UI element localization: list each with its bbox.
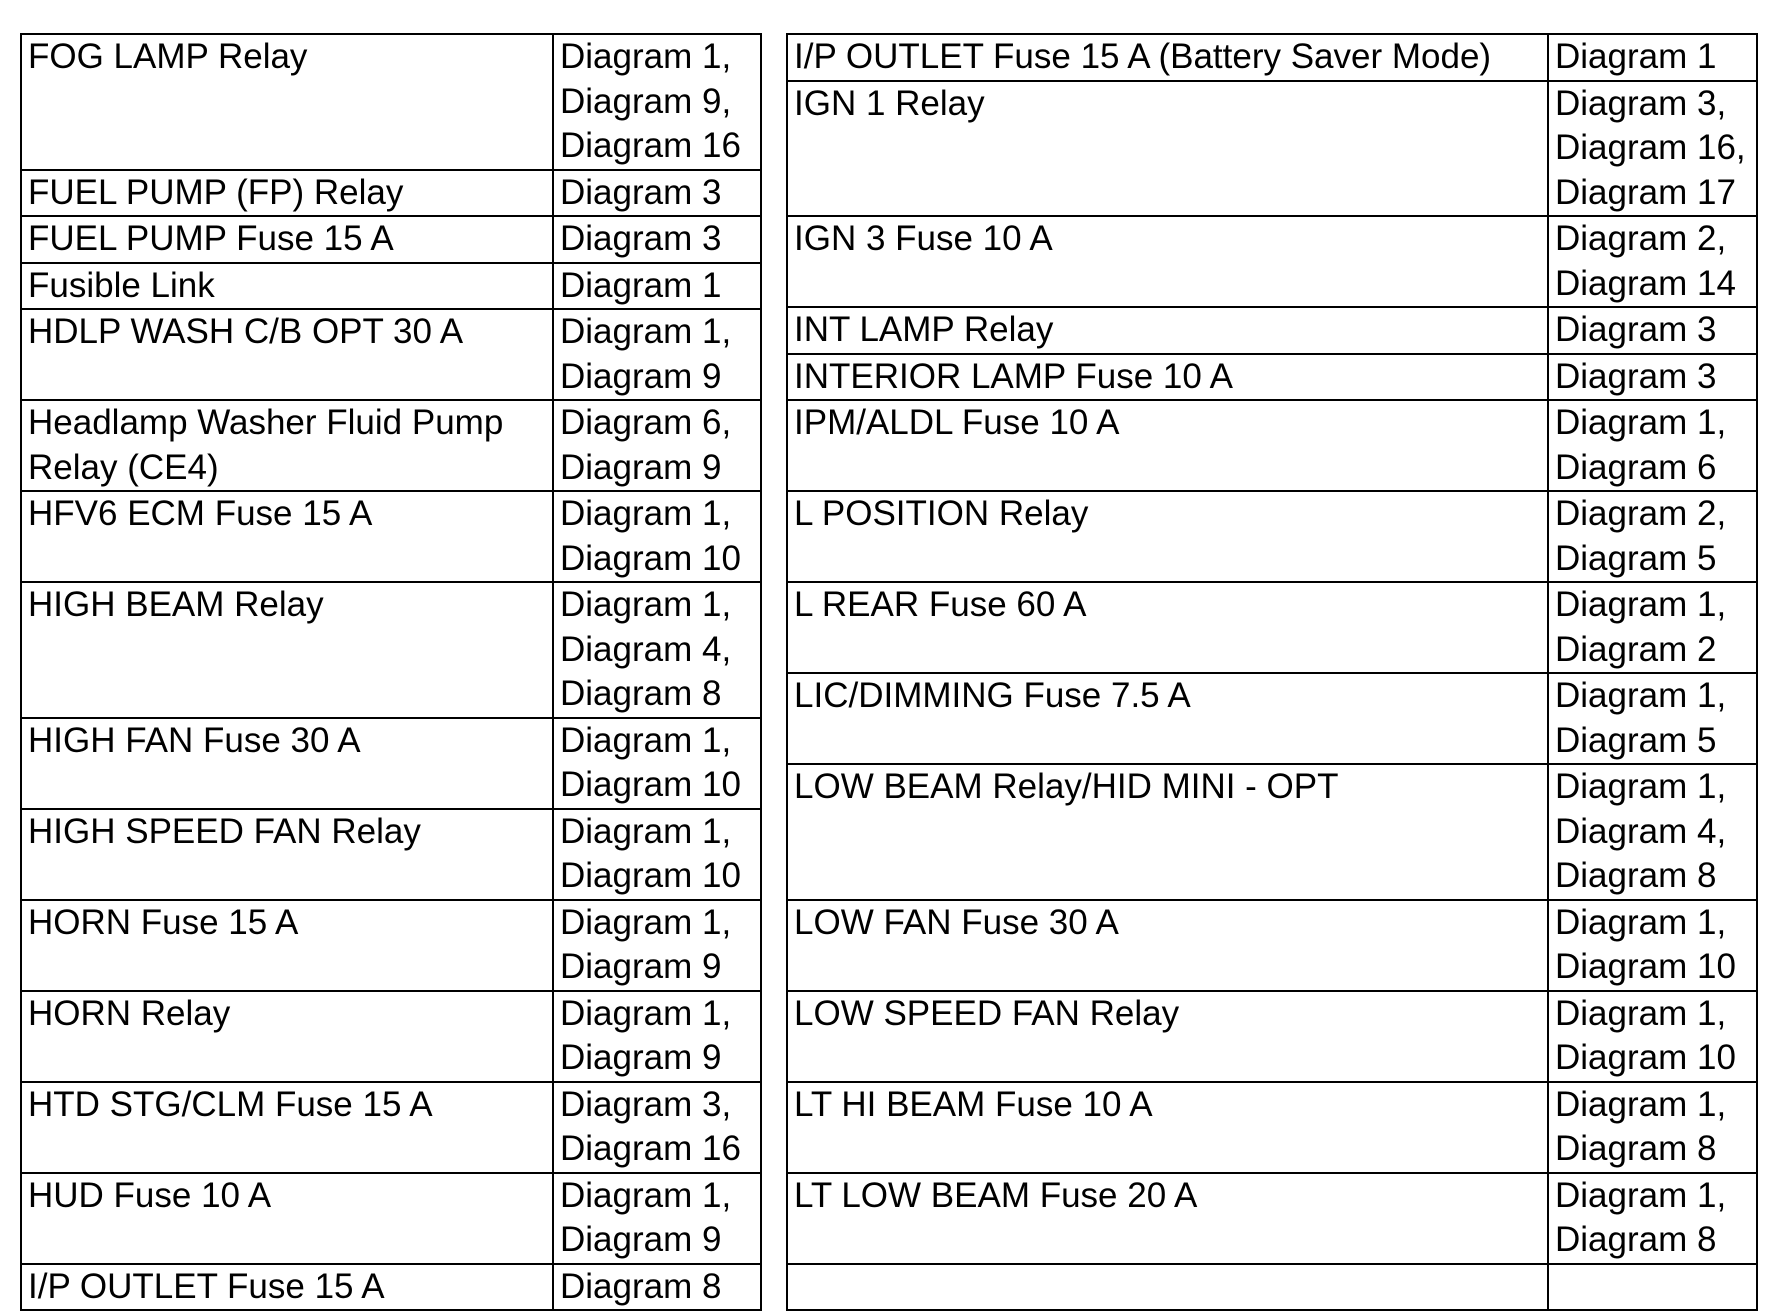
component-name: IGN 1 Relay [794, 83, 985, 123]
table-row [787, 354, 1757, 401]
diagram-reference: Diagram 10 [1555, 947, 1736, 986]
diagram-reference-cell [1548, 354, 1757, 401]
component-cell [21, 1082, 553, 1173]
diagram-reference: Diagram 1, [560, 585, 732, 624]
diagram-reference-cell [1548, 216, 1757, 307]
diagram-reference: Diagram 14 [1555, 263, 1736, 303]
component-name: L POSITION Relay [794, 494, 1089, 533]
component-name: INTERIOR LAMP Fuse 10 A [794, 356, 1233, 396]
diagram-reference: Diagram 6, [560, 403, 732, 442]
diagram-reference: Diagram 9 [560, 1038, 722, 1077]
diagram-reference-cell [553, 900, 761, 991]
diagram-reference: Diagram 9 [560, 356, 722, 396]
diagram-reference: Diagram 10 [560, 856, 741, 895]
diagram-reference: Diagram 8 [1555, 856, 1717, 895]
component-cell [21, 170, 553, 217]
component-cell [787, 582, 1548, 673]
diagram-reference: Diagram 8 [1555, 1220, 1717, 1259]
component-name: L REAR Fuse 60 A [794, 585, 1087, 624]
diagram-reference: Diagram 1, [1555, 767, 1727, 806]
table-row [21, 809, 761, 900]
component-cell [21, 400, 553, 491]
diagram-reference: Diagram 9 [560, 947, 722, 986]
table-row [21, 900, 761, 991]
component-name: IGN 3 Fuse 10 A [794, 219, 1053, 258]
component-name: Relay (CE4) [28, 447, 219, 487]
diagram-reference-cell [1548, 991, 1757, 1082]
table-row [21, 1264, 761, 1311]
diagram-reference: Diagram 10 [1555, 1038, 1736, 1077]
component-cell [787, 1082, 1548, 1173]
component-name: HIGH FAN Fuse 30 A [28, 720, 361, 760]
component-cell [21, 491, 553, 582]
diagram-reference-cell [1548, 81, 1757, 217]
diagram-reference: Diagram 3 [560, 172, 722, 212]
diagram-reference: Diagram 2 [1555, 629, 1717, 669]
component-name: LOW SPEED FAN Relay [794, 993, 1180, 1033]
component-name: HORN Fuse 15 A [28, 902, 299, 942]
component-cell [787, 491, 1548, 582]
table-row [21, 400, 761, 491]
component-index-table-left [20, 33, 762, 1311]
diagram-reference-cell [1548, 1173, 1757, 1264]
component-cell [21, 991, 553, 1082]
component-name: I/P OUTLET Fuse 15 A (Battery Saver Mode) [794, 37, 1492, 76]
table-row [787, 582, 1757, 673]
component-cell [21, 582, 553, 718]
table-body [21, 34, 761, 1310]
table-row [21, 309, 761, 400]
diagram-reference: Diagram 8 [1555, 1129, 1717, 1168]
diagram-reference: Diagram 16 [560, 1129, 741, 1168]
table-row [21, 170, 761, 217]
diagram-reference: Diagram 9 [560, 1220, 722, 1259]
component-cell [21, 34, 553, 170]
component-name: INT LAMP Relay [794, 310, 1054, 349]
diagram-reference: Diagram 8 [560, 1266, 722, 1306]
diagram-reference: Diagram 5 [1555, 720, 1717, 760]
component-cell [21, 216, 553, 263]
table-row [21, 263, 761, 310]
diagram-reference: Diagram 1, [560, 494, 732, 533]
table-row [787, 900, 1757, 991]
diagram-reference: Diagram 2, [1555, 494, 1727, 533]
diagram-reference: Diagram 16 [560, 126, 741, 165]
diagram-reference: Diagram 3, [560, 1084, 732, 1124]
component-cell [787, 307, 1548, 354]
diagram-reference: Diagram 10 [560, 538, 741, 578]
diagram-reference: Diagram 1, [1555, 1175, 1727, 1215]
component-name: FOG LAMP Relay [28, 37, 308, 76]
component-name: HTD STG/CLM Fuse 15 A [28, 1084, 433, 1124]
diagram-reference: Diagram 1 [560, 265, 722, 305]
table-row [787, 491, 1757, 582]
component-cell [787, 900, 1548, 991]
table-row [787, 400, 1757, 491]
diagram-reference-cell [553, 1082, 761, 1173]
diagram-reference: Diagram 9, [560, 81, 732, 121]
component-name: LT HI BEAM Fuse 10 A [794, 1084, 1153, 1124]
diagram-reference: Diagram 1, [1555, 585, 1727, 624]
diagram-reference: Diagram 2, [1555, 219, 1727, 258]
diagram-reference: Diagram 1, [560, 1175, 732, 1215]
diagram-reference: Diagram 3, [1555, 83, 1727, 123]
component-index-table-right [786, 33, 1758, 1311]
diagram-reference: Diagram 1, [1555, 993, 1727, 1033]
diagram-reference: Diagram 1, [560, 993, 732, 1033]
component-cell [787, 673, 1548, 764]
diagram-reference-cell [553, 1173, 761, 1264]
component-cell [21, 263, 553, 310]
diagram-reference-cell [553, 991, 761, 1082]
table-row [21, 216, 761, 263]
diagram-reference-cell [553, 263, 761, 310]
diagram-reference: Diagram 1, [1555, 403, 1727, 442]
diagram-reference-cell [1548, 1082, 1757, 1173]
component-cell [21, 809, 553, 900]
diagram-reference: Diagram 16, [1555, 128, 1746, 167]
component-name: HDLP WASH C/B OPT 30 A [28, 312, 464, 351]
diagram-reference: Diagram 4, [1555, 811, 1727, 851]
table-row [21, 991, 761, 1082]
diagram-reference: Diagram 8 [560, 674, 722, 713]
table-row [787, 307, 1757, 354]
table-row [21, 582, 761, 718]
component-cell [787, 354, 1548, 401]
table-row [21, 1082, 761, 1173]
diagram-reference: Diagram 3 [1555, 310, 1717, 349]
component-cell [787, 991, 1548, 1082]
table-row [787, 764, 1757, 900]
diagram-reference-cell [1548, 673, 1757, 764]
component-name: Headlamp Washer Fluid Pump [28, 403, 504, 442]
component-cell [21, 1173, 553, 1264]
diagram-reference-cell [553, 718, 761, 809]
component-cell [787, 400, 1548, 491]
component-name: HORN Relay [28, 993, 231, 1033]
component-name: FUEL PUMP (FP) Relay [28, 172, 404, 212]
table-row [787, 34, 1757, 81]
diagram-reference: Diagram 1, [560, 312, 732, 351]
component-name: I/P OUTLET Fuse 15 A [28, 1266, 385, 1306]
table-row [787, 673, 1757, 764]
diagram-reference: Diagram 6 [1555, 447, 1717, 487]
component-cell [21, 718, 553, 809]
diagram-reference-cell [553, 1264, 761, 1311]
component-name: LIC/DIMMING Fuse 7.5 A [794, 676, 1191, 715]
diagram-reference-cell [1548, 1264, 1757, 1311]
diagram-reference: Diagram 1, [560, 902, 732, 942]
diagram-reference: Diagram 1, [560, 37, 732, 76]
diagram-reference: Diagram 1, [560, 811, 732, 851]
component-name: LOW FAN Fuse 30 A [794, 902, 1119, 942]
diagram-reference-cell [553, 34, 761, 170]
table-row [787, 991, 1757, 1082]
diagram-reference-cell [553, 216, 761, 263]
component-cell [21, 900, 553, 991]
diagram-reference: Diagram 1, [1555, 1084, 1727, 1124]
table-body [787, 34, 1757, 1310]
diagram-reference: Diagram 10 [560, 765, 741, 804]
component-cell [787, 764, 1548, 900]
diagram-reference-cell [1548, 400, 1757, 491]
component-cell [787, 34, 1548, 81]
diagram-reference-cell [1548, 900, 1757, 991]
component-cell [21, 309, 553, 400]
diagram-reference: Diagram 3 [560, 219, 722, 258]
diagram-reference: Diagram 1, [560, 720, 732, 760]
diagram-reference: Diagram 1 [1555, 37, 1717, 76]
diagram-reference: Diagram 4, [560, 629, 732, 669]
component-cell [787, 81, 1548, 217]
diagram-reference-cell [1548, 491, 1757, 582]
component-cell [21, 1264, 553, 1311]
component-cell [787, 216, 1548, 307]
component-name: Fusible Link [28, 265, 215, 305]
diagram-reference-cell [553, 582, 761, 718]
diagram-reference-cell [553, 400, 761, 491]
table-row [787, 216, 1757, 307]
diagram-reference: Diagram 1, [1555, 676, 1727, 715]
component-name: HUD Fuse 10 A [28, 1175, 272, 1215]
component-cell [787, 1173, 1548, 1264]
component-cell [787, 1264, 1548, 1311]
diagram-reference: Diagram 5 [1555, 538, 1717, 578]
table-row [21, 34, 761, 170]
table-row [21, 1173, 761, 1264]
component-name: HIGH BEAM Relay [28, 585, 324, 624]
table-row [21, 718, 761, 809]
diagram-reference: Diagram 9 [560, 447, 722, 487]
table-row [787, 1082, 1757, 1173]
component-name: IPM/ALDL Fuse 10 A [794, 403, 1120, 442]
diagram-reference-cell [1548, 764, 1757, 900]
component-name: FUEL PUMP Fuse 15 A [28, 219, 394, 258]
diagram-reference-cell [553, 809, 761, 900]
component-name: HIGH SPEED FAN Relay [28, 811, 421, 851]
diagram-reference: Diagram 3 [1555, 356, 1717, 396]
table-row [787, 81, 1757, 217]
component-name: HFV6 ECM Fuse 15 A [28, 494, 373, 533]
component-name: LOW BEAM Relay/HID MINI - OPT [794, 767, 1339, 806]
diagram-reference-cell [1548, 582, 1757, 673]
diagram-reference-cell [1548, 34, 1757, 81]
diagram-reference: Diagram 1, [1555, 902, 1727, 942]
diagram-reference-cell [553, 491, 761, 582]
table-row [21, 491, 761, 582]
diagram-reference-cell [553, 309, 761, 400]
table-row [787, 1264, 1757, 1311]
diagram-reference-cell [553, 170, 761, 217]
table-row [787, 1173, 1757, 1264]
diagram-reference-cell [1548, 307, 1757, 354]
component-name: LT LOW BEAM Fuse 20 A [794, 1175, 1198, 1215]
diagram-reference: Diagram 17 [1555, 172, 1736, 212]
